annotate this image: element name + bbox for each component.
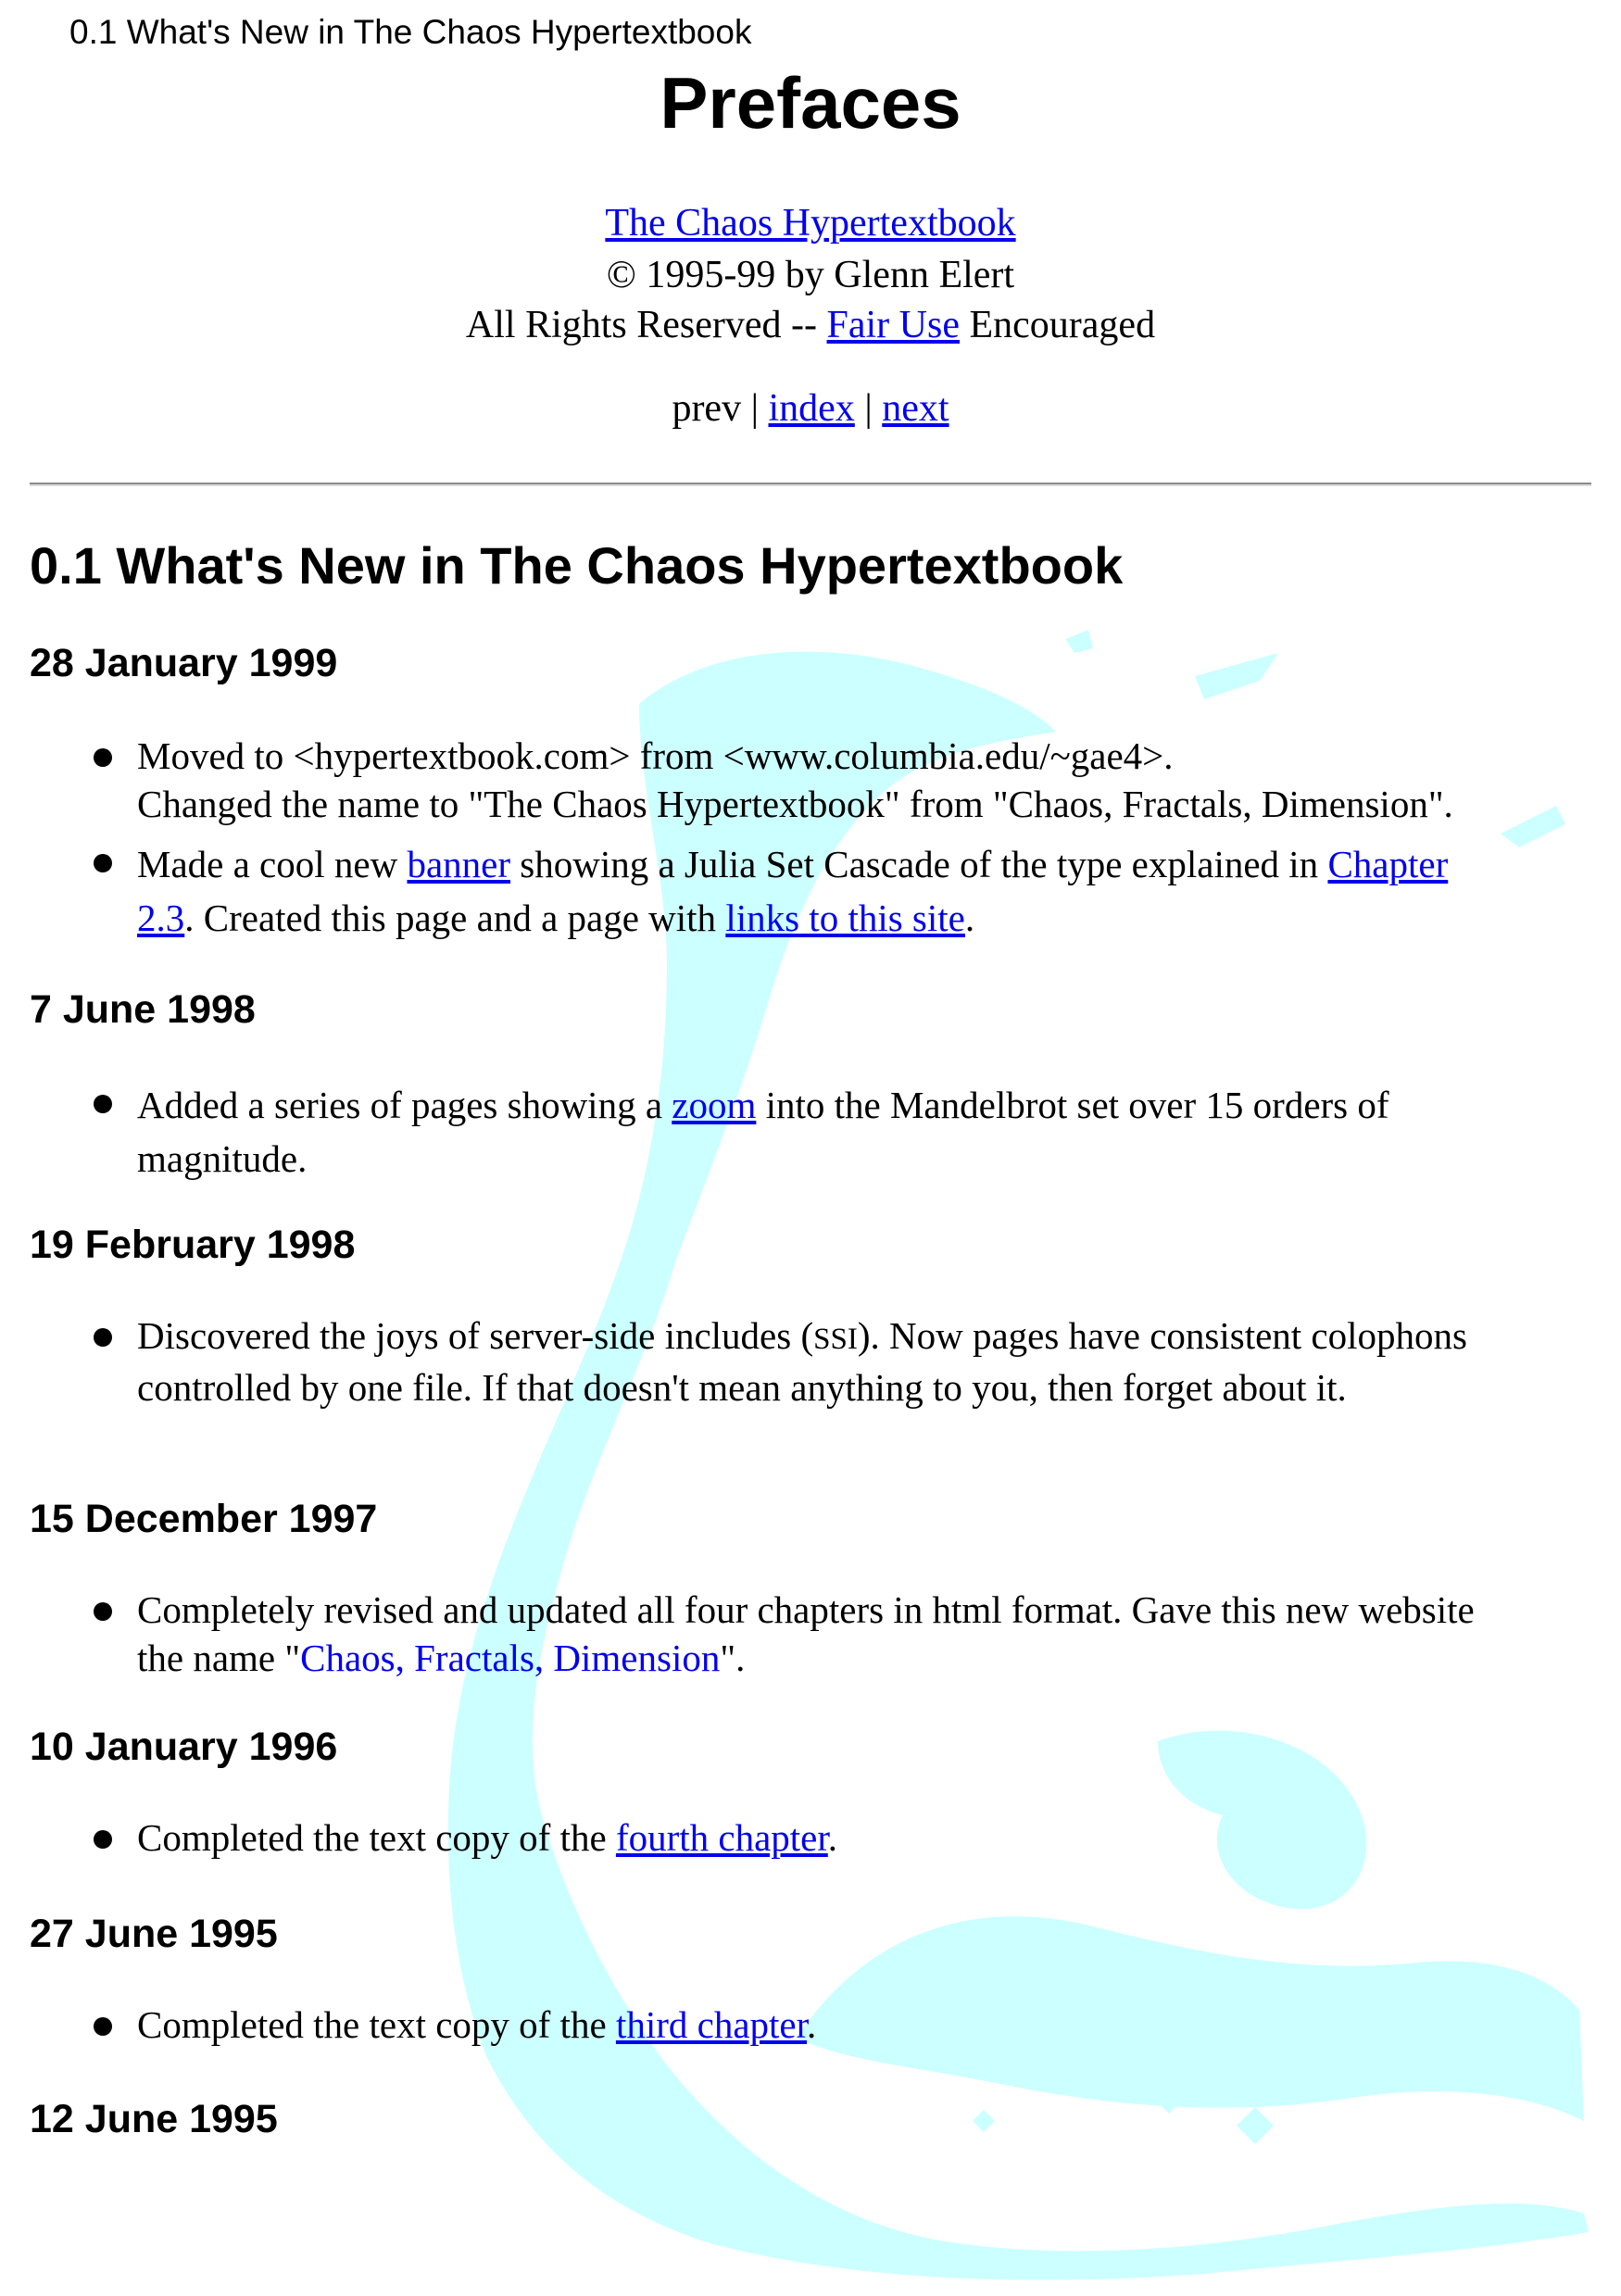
list-item — [137, 732, 1591, 828]
site-name-text: Chaos, Fractals, Dimension — [300, 1637, 721, 1679]
entry-date: 15 December 1997 — [30, 1497, 378, 1541]
bullet — [94, 1830, 112, 1849]
fractal-diamond-2 — [1237, 2107, 1274, 2144]
rights-prefix: All Rights Reserved -- — [465, 304, 818, 346]
nav-prev: prev — [672, 387, 742, 430]
zoom-link[interactable]: zoom — [672, 1084, 757, 1126]
list-item — [137, 1311, 1545, 1411]
fractal-shard-1 — [1195, 653, 1278, 699]
item-text: showing a Julia Set Cascade of the type explained in — [520, 843, 1319, 885]
nav-separator: | — [864, 387, 873, 430]
item-text: . — [827, 1816, 838, 1859]
chapter-link[interactable]: 2.3 — [137, 897, 185, 939]
links-to-site-link[interactable]: links to this site — [725, 897, 965, 939]
item-text: Changed the name to "The Chaos Hypertextbook" from "Chaos, Fractals, Dimension". — [137, 783, 1453, 825]
entry-date: 19 February 1998 — [30, 1223, 356, 1267]
item-text: . Created this page and a page with — [184, 897, 717, 939]
divider — [30, 483, 1591, 486]
entry-date: 7 June 1998 — [30, 987, 256, 1032]
item-text: into the Mandelbrot set over 15 orders of magnitude. — [137, 1084, 1389, 1180]
fair-use-link[interactable]: Fair Use — [826, 304, 960, 346]
nav-bar — [0, 383, 1621, 434]
bullet — [94, 1602, 112, 1621]
fourth-chapter-link[interactable]: fourth chapter — [615, 1816, 828, 1859]
book-link[interactable]: The Chaos Hypertextbook — [605, 202, 1016, 245]
item-text: . — [807, 2003, 817, 2046]
copyright-line: © 1995-99 by Glenn Elert — [606, 254, 1015, 296]
item-text: ). Now pages have consistent colophons controlled by one file. If that doesn't mean anything to you, then forget about it. — [137, 1314, 1467, 1409]
third-chapter-link[interactable]: third chapter — [615, 2003, 807, 2046]
nav-next-link[interactable]: next — [882, 387, 949, 430]
entry-date: 12 June 1995 — [30, 2097, 278, 2141]
rights-line — [0, 300, 1621, 351]
item-text: Discovered the joys of server-side includes ( — [137, 1314, 814, 1357]
item-text: Moved to <hypertextbook.com> from <www.columbia.edu/~gae4>. — [137, 734, 1174, 777]
list-item — [137, 837, 1591, 945]
nav-index-link[interactable]: index — [768, 387, 855, 430]
list-item — [137, 1586, 1527, 1682]
bullet — [94, 1328, 112, 1347]
entry-date: 10 January 1996 — [30, 1725, 338, 1769]
book-link-line — [0, 198, 1621, 249]
item-text: Completed the text copy of the — [137, 2003, 607, 2046]
ssi-text: SSI — [813, 1323, 858, 1356]
entry-date: 27 June 1995 — [30, 1912, 278, 1956]
chapter-link[interactable]: Chapter — [1327, 843, 1449, 885]
page-title: Prefaces — [660, 62, 961, 144]
item-text: Completed the text copy of the — [137, 1816, 607, 1859]
list-item — [137, 1078, 1554, 1186]
item-text: Made a cool new — [137, 843, 398, 885]
item-text: ". — [720, 1637, 746, 1679]
item-text: Added a series of pages showing a — [137, 1084, 663, 1126]
banner-link[interactable]: banner — [407, 843, 511, 885]
section-heading: 0.1 What's New in The Chaos Hypertextbook — [30, 536, 1124, 595]
list-item — [137, 1813, 1591, 1862]
fractal-diamond-1 — [973, 2110, 995, 2132]
item-text: . — [964, 897, 975, 939]
entry-date: 28 January 1999 — [30, 641, 338, 685]
fractal-shard-2 — [1065, 630, 1093, 653]
bullet — [94, 854, 112, 872]
bullet — [94, 748, 112, 767]
list-item — [137, 2001, 1591, 2049]
page-header: 0.1 What's New in The Chaos Hypertextbook — [69, 13, 752, 51]
bullet — [94, 1095, 112, 1113]
bullet — [94, 2017, 112, 2036]
item-text: Completely revised and updated all four chapters in html format. Gave this new website the name " — [137, 1588, 1475, 1679]
rights-suffix: Encouraged — [969, 304, 1156, 346]
nav-separator: | — [750, 387, 759, 430]
